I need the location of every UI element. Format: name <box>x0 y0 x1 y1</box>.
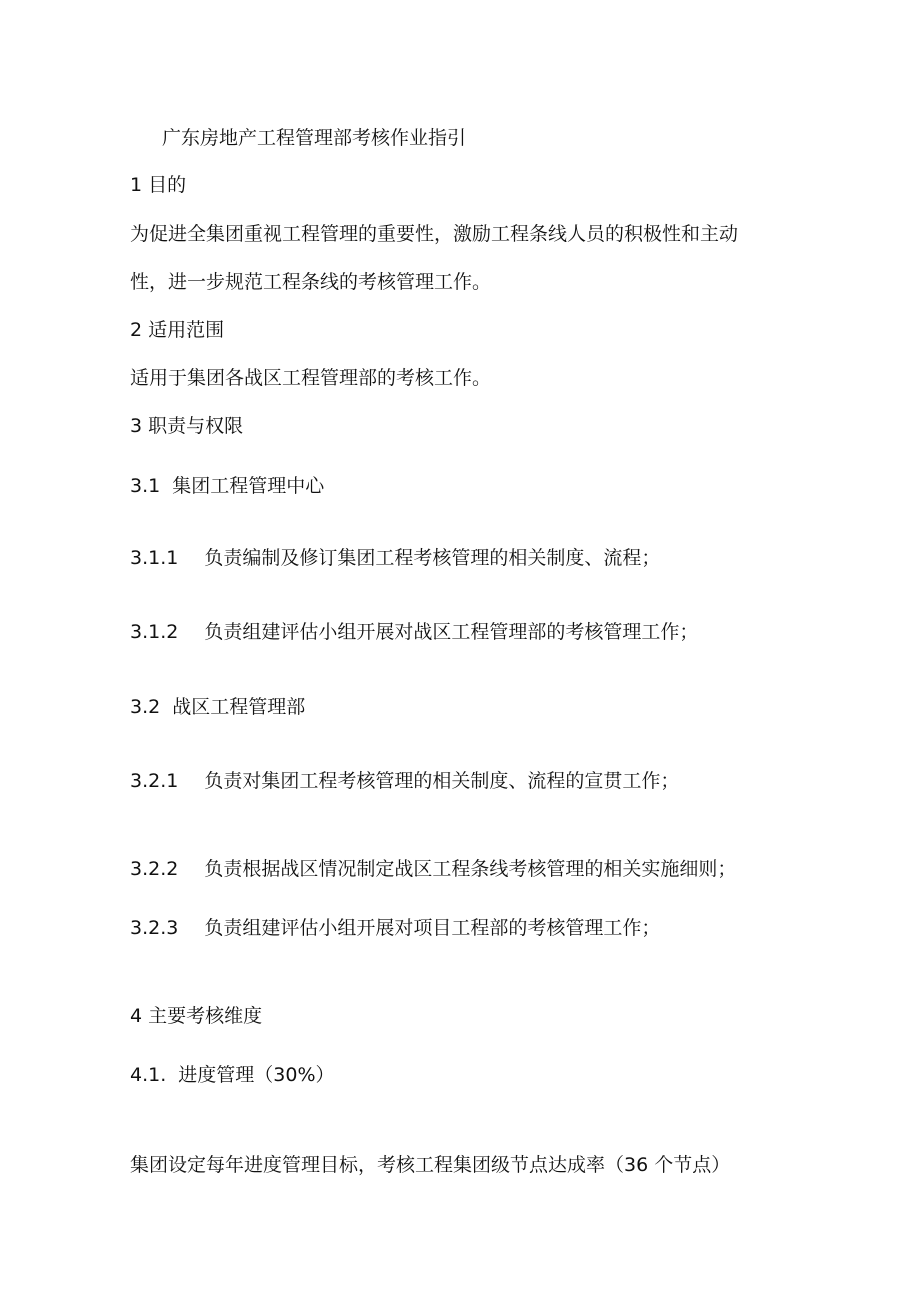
section-label: 集团工程管理中心 <box>172 475 325 497</box>
section-1-text-line-1: 为促进全集团重视工程管理的重要性，激励工程条线人员的积极性和主动 <box>130 223 739 245</box>
section-number: 3.1.1 <box>130 547 179 569</box>
section-1-text-line-2: 性，进一步规范工程条线的考核管理工作。 <box>130 271 492 293</box>
section-4-1 <box>130 1063 335 1087</box>
section-number: 3.1.2 <box>130 621 179 643</box>
section-number: 3.2.3 <box>130 917 179 939</box>
section-3-heading: 3 职责与权限 <box>130 415 244 437</box>
section-text: 负责组建评估小组开展对项目工程部的考核管理工作； <box>204 917 661 939</box>
section-text: 负责对集团工程考核管理的相关制度、流程的宣贯工作； <box>204 770 680 792</box>
section-label: 进度管理（30%） <box>178 1064 335 1086</box>
document-title: 广东房地产工程管理部考核作业指引 <box>162 127 467 149</box>
section-3-1-2 <box>130 620 698 644</box>
section-text: 负责编制及修订集团工程考核管理的相关制度、流程； <box>204 547 661 569</box>
section-4-text: 集团设定每年进度管理目标，考核工程集团级节点达成率（36 个节点） <box>130 1154 731 1176</box>
section-number: 3.2.1 <box>130 770 179 792</box>
section-2-text: 适用于集团各战区工程管理部的考核工作。 <box>130 367 492 389</box>
section-3-1-1 <box>130 546 660 570</box>
section-number: 3.1 <box>130 475 161 497</box>
section-1-heading: 1 目的 <box>130 174 187 196</box>
section-2-heading: 2 适用范围 <box>130 319 225 341</box>
section-3-2-1 <box>130 769 679 793</box>
section-text: 负责根据战区情况制定战区工程条线考核管理的相关实施细则； <box>204 858 737 880</box>
section-3-2 <box>130 695 305 719</box>
section-4-heading: 4 主要考核维度 <box>130 1005 263 1027</box>
section-number: 4.1. <box>130 1064 167 1086</box>
section-3-2-2 <box>130 857 736 881</box>
section-text: 负责组建评估小组开展对战区工程管理部的考核管理工作； <box>204 621 699 643</box>
section-3-2-3 <box>130 916 660 940</box>
section-number: 3.2.2 <box>130 858 179 880</box>
section-3-1 <box>130 474 324 498</box>
section-number: 3.2 <box>130 696 161 718</box>
section-label: 战区工程管理部 <box>172 696 306 718</box>
